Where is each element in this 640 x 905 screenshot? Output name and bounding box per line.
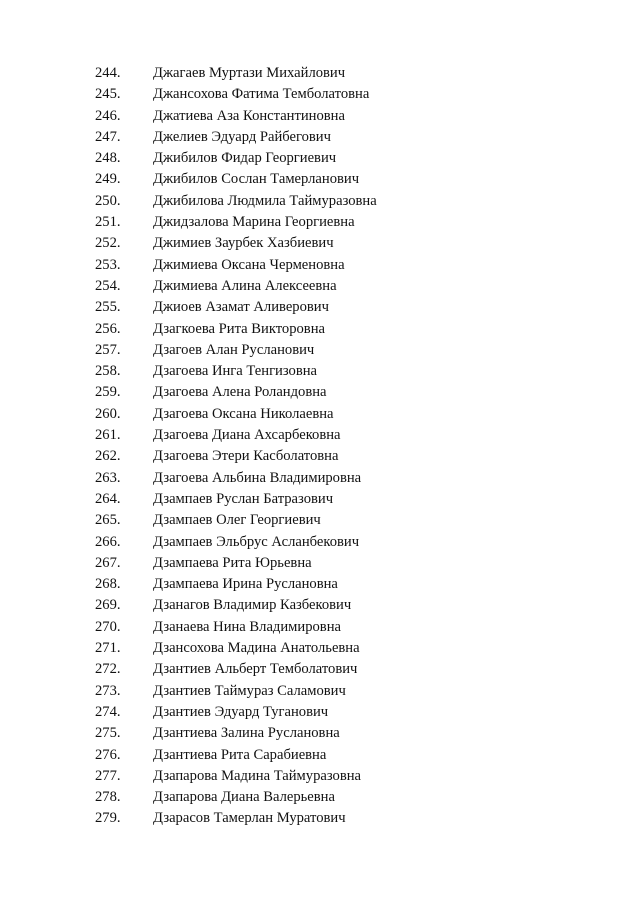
list-item-name: Дзампаев Эльбрус Асланбекович — [153, 533, 360, 550]
list-item-name: Дзагоева Диана Ахсарбековна — [153, 427, 341, 444]
list-item-number: 255. — [95, 299, 121, 316]
list-item — [95, 532, 377, 553]
list-item — [95, 63, 377, 84]
list-item — [95, 723, 377, 744]
list-item-number: 278. — [95, 789, 121, 806]
list-item-number: 274. — [95, 703, 121, 720]
list-item-number: 268. — [95, 576, 121, 593]
list-item-name: Дзансохова Мадина Анатольевна — [153, 640, 360, 657]
list-item — [95, 808, 377, 829]
list-item-number: 258. — [95, 363, 121, 380]
list-item-number: 262. — [95, 448, 121, 465]
list-item-name: Дзантиева Рита Сарабиевна — [153, 746, 327, 763]
list-item-name: Дзантиев Эдуард Туганович — [153, 703, 329, 720]
list-item — [95, 127, 377, 148]
list-item — [95, 276, 377, 297]
list-item — [95, 659, 377, 680]
list-item-number: 265. — [95, 512, 121, 529]
list-item-name: Дзанаева Нина Владимировна — [153, 618, 341, 635]
list-item — [95, 361, 377, 382]
list-item-number: 257. — [95, 341, 121, 358]
list-item — [95, 766, 377, 787]
list-item-number: 252. — [95, 235, 121, 252]
list-item-name: Дзантиев Таймураз Саламович — [153, 682, 346, 699]
list-item-number: 267. — [95, 554, 121, 571]
list-item — [95, 212, 377, 233]
list-item — [95, 425, 377, 446]
list-item-name: Дзагкоева Рита Викторовна — [153, 320, 325, 337]
list-item-number: 256. — [95, 320, 121, 337]
list-item-number: 244. — [95, 65, 121, 81]
list-item-number: 279. — [95, 810, 121, 827]
list-item-name: Джагаев Муртази Михайлович — [153, 65, 346, 81]
list-item-number: 249. — [95, 171, 121, 188]
list-item-number: 276. — [95, 746, 121, 763]
list-item — [95, 510, 377, 531]
list-item-number: 270. — [95, 618, 121, 635]
list-item-number: 251. — [95, 214, 121, 231]
list-item-name: Джимиева Оксана Черменовна — [153, 256, 345, 273]
list-item-name: Дзапарова Диана Валерьевна — [153, 789, 335, 806]
list-item-number: 245. — [95, 86, 121, 103]
list-item-name: Дзарасов Тамерлан Муратович — [153, 810, 346, 827]
list-item-number: 247. — [95, 128, 121, 145]
list-item — [95, 745, 377, 766]
list-item — [95, 191, 377, 212]
list-item-name: Дзампаев Руслан Батразович — [153, 490, 334, 507]
list-item — [95, 84, 377, 105]
list-item — [95, 148, 377, 169]
list-item — [95, 255, 377, 276]
list-item-name: Дзампаева Ирина Руслановна — [153, 576, 338, 593]
list-item-name: Джидзалова Марина Георгиевна — [153, 214, 355, 231]
list-item-name: Дзантиев Альберт Темболатович — [153, 661, 358, 678]
numbered-name-list — [95, 63, 377, 830]
list-item — [95, 489, 377, 510]
list-item-name: Дзагоева Инга Тенгизовна — [153, 363, 318, 380]
list-item-number: 272. — [95, 661, 121, 678]
list-item-name: Дзагоева Альбина Владимировна — [153, 469, 362, 486]
list-item-number: 275. — [95, 725, 121, 742]
list-item-name: Джибилов Сослан Тамерланович — [153, 171, 360, 188]
list-item — [95, 702, 377, 723]
list-item-name: Дзагоева Алена Роландовна — [153, 384, 327, 401]
list-item-name: Дзанагов Владимир Казбекович — [153, 597, 352, 614]
list-item — [95, 787, 377, 808]
list-item-name: Дзампаева Рита Юрьевна — [153, 554, 312, 571]
list-item — [95, 468, 377, 489]
list-item — [95, 446, 377, 467]
list-item-name: Джелиев Эдуард Райбегович — [153, 128, 331, 145]
list-item — [95, 574, 377, 595]
list-item — [95, 233, 377, 254]
list-item-number: 254. — [95, 277, 121, 294]
list-item-number: 269. — [95, 597, 121, 614]
list-item — [95, 169, 377, 190]
list-item — [95, 553, 377, 574]
list-item-number: 266. — [95, 533, 121, 550]
list-item-number: 259. — [95, 384, 121, 401]
list-item-name: Джибилов Фидар Георгиевич — [153, 150, 337, 167]
list-item-number: 246. — [95, 107, 121, 124]
list-item-number: 260. — [95, 405, 121, 422]
list-item — [95, 617, 377, 638]
list-item-number: 277. — [95, 767, 121, 784]
list-item-name: Дзампаев Олег Георгиевич — [153, 512, 321, 529]
list-item-number: 250. — [95, 192, 121, 209]
list-item — [95, 404, 377, 425]
list-item-number: 248. — [95, 150, 121, 167]
list-item-number: 261. — [95, 427, 121, 444]
list-item-name: Джатиева Аза Константиновна — [153, 107, 345, 124]
list-item — [95, 382, 377, 403]
list-item-name: Джимиев Заурбек Хазбиевич — [153, 235, 334, 252]
list-item-name: Дзантиева Залина Руслановна — [153, 725, 340, 742]
list-item-number: 273. — [95, 682, 121, 699]
list-item-name: Джиоев Азамат Аливерович — [153, 299, 329, 316]
list-item — [95, 106, 377, 127]
list-item-name: Дзагоева Этери Касболатовна — [153, 448, 339, 465]
list-item-number: 253. — [95, 256, 121, 273]
list-item-number: 263. — [95, 469, 121, 486]
list-item-name: Дзагоева Оксана Николаевна — [153, 405, 334, 422]
list-item-number: 271. — [95, 640, 121, 657]
list-item — [95, 319, 377, 340]
list-item-name: Дзагоев Алан Русланович — [153, 341, 315, 358]
list-item — [95, 638, 377, 659]
list-item-number: 264. — [95, 490, 121, 507]
list-item-name: Джимиева Алина Алексеевна — [153, 277, 337, 294]
list-item — [95, 595, 377, 616]
list-item-name: Дзапарова Мадина Таймуразовна — [153, 767, 361, 784]
list-item-name: Джибилова Людмила Таймуразовна — [153, 192, 377, 209]
list-item — [95, 681, 377, 702]
list-item — [95, 340, 377, 361]
list-item-name: Джансохова Фатима Темболатовна — [153, 86, 370, 103]
list-item — [95, 297, 377, 318]
